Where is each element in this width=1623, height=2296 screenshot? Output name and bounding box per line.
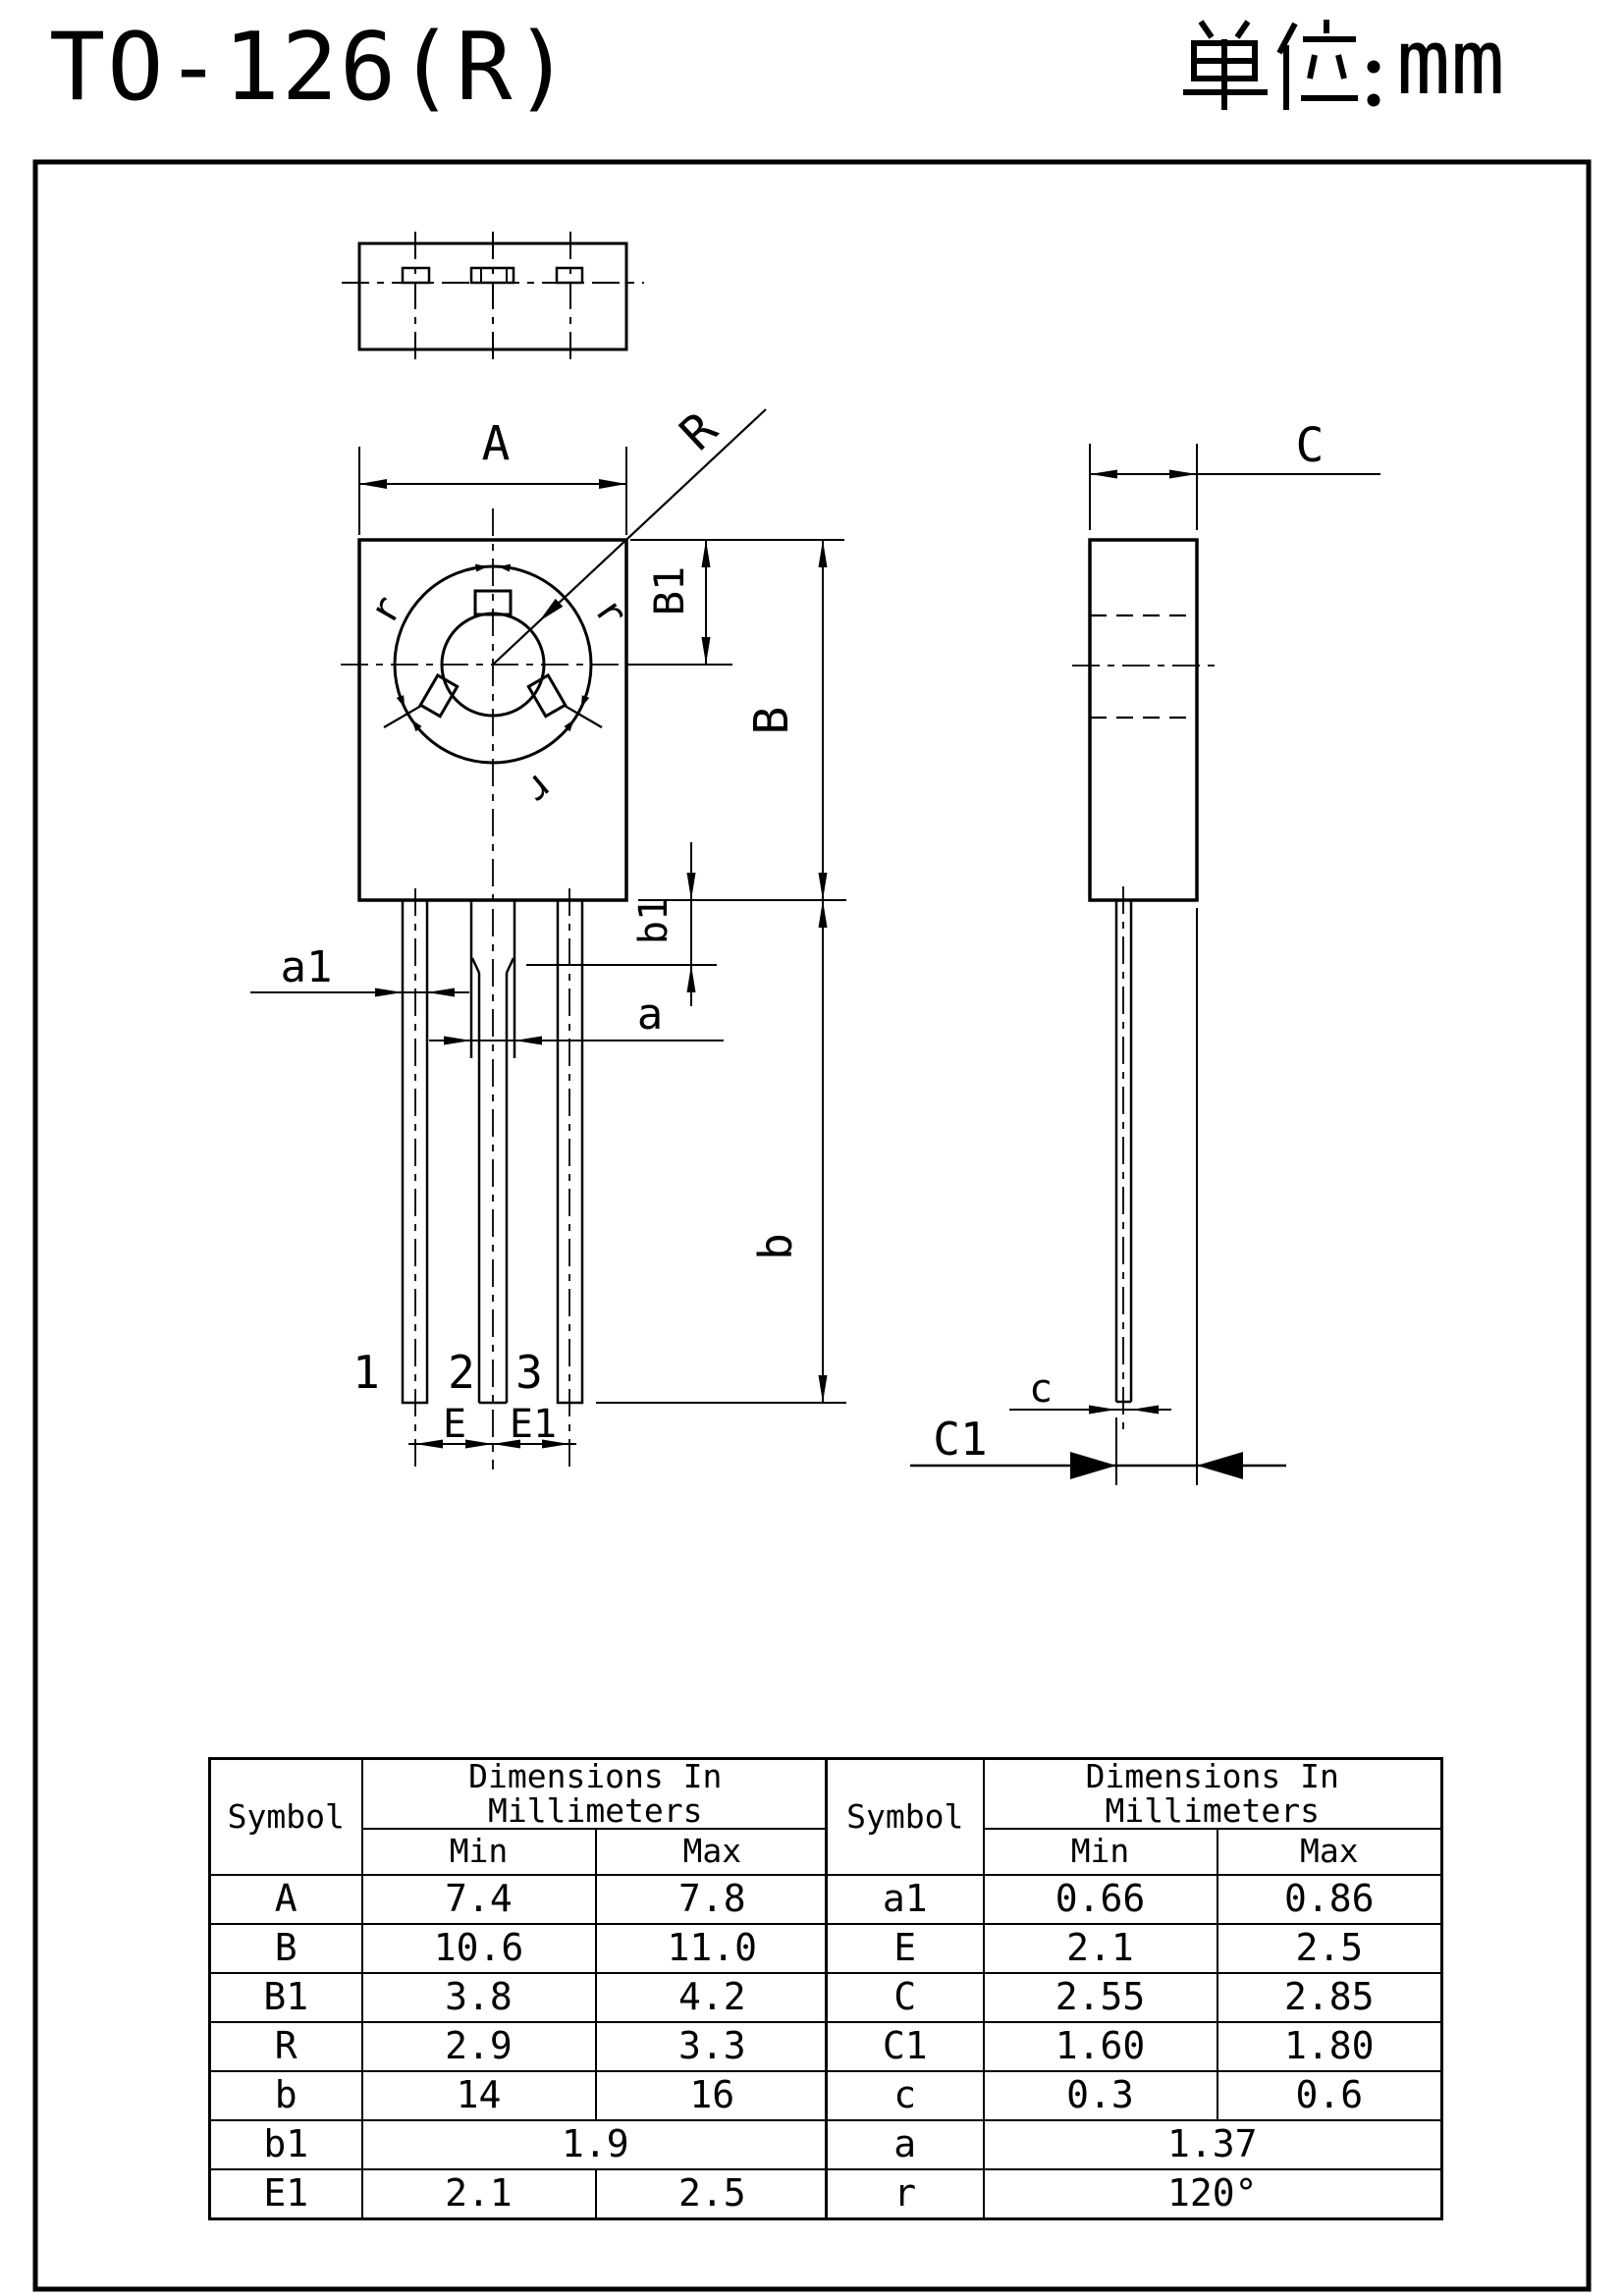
max-cell: 11.0 bbox=[596, 1924, 830, 1973]
hole-key-tab-left bbox=[420, 675, 457, 717]
dim-label-B: B bbox=[744, 706, 799, 735]
side-view-lead bbox=[1116, 886, 1131, 1431]
symbol-cell: C bbox=[827, 1973, 984, 2022]
units-mm: mm bbox=[1396, 10, 1505, 115]
table-row bbox=[827, 2120, 1442, 2169]
table-row bbox=[210, 1924, 830, 1973]
table-row bbox=[210, 2022, 830, 2071]
min-header-cell: Min bbox=[984, 1829, 1217, 1875]
table-row bbox=[210, 1973, 830, 2022]
table-row bbox=[827, 1973, 1442, 2022]
max-cell: 1.80 bbox=[1217, 2022, 1442, 2071]
table-header-row bbox=[210, 1759, 830, 1830]
dim-label-A: A bbox=[481, 416, 511, 471]
symbol-cell: E1 bbox=[210, 2169, 362, 2218]
value-cell: 1.9 bbox=[362, 2120, 830, 2169]
symbol-cell: A bbox=[210, 1875, 362, 1924]
dimension-a1 bbox=[250, 942, 469, 997]
dimension-c bbox=[1009, 1366, 1171, 1415]
dimension-C1 bbox=[910, 908, 1286, 1485]
dimension-table-right bbox=[825, 1757, 1443, 2220]
dim-label-R: R bbox=[669, 401, 729, 461]
symbol-cell: E bbox=[827, 1924, 984, 1973]
dimension-R bbox=[493, 401, 766, 665]
dims-header-cell: Dimensions In Millimeters bbox=[984, 1759, 1442, 1830]
max-cell: 3.3 bbox=[596, 2022, 830, 2071]
min-cell: 2.1 bbox=[984, 1924, 1217, 1973]
dimension-B1-B bbox=[628, 540, 846, 900]
table-row bbox=[210, 1875, 830, 1924]
table-row bbox=[827, 2169, 1442, 2218]
angle-label-r-right: r bbox=[585, 589, 636, 635]
value-cell: 120° bbox=[984, 2169, 1442, 2218]
max-header-cell: Max bbox=[1217, 1829, 1442, 1875]
table-row bbox=[827, 1924, 1442, 1973]
table-row bbox=[210, 2169, 830, 2218]
max-cell: 2.5 bbox=[596, 2169, 830, 2218]
symbol-cell: a bbox=[827, 2120, 984, 2169]
dimension-a bbox=[429, 989, 724, 1045]
table-row bbox=[210, 2120, 830, 2169]
symbol-cell: C1 bbox=[827, 2022, 984, 2071]
dimension-table-left bbox=[208, 1757, 831, 2220]
pin-number-1: 1 bbox=[352, 1346, 380, 1399]
front-view-leads bbox=[352, 888, 582, 1469]
dim-label-a: a bbox=[636, 989, 664, 1040]
dim-label-C1: C1 bbox=[933, 1413, 988, 1466]
table-row bbox=[827, 2071, 1442, 2120]
dimension-C bbox=[1090, 418, 1380, 530]
angle-label-r-bottom: r bbox=[515, 763, 564, 814]
dim-label-E1: E1 bbox=[509, 1402, 558, 1447]
front-view bbox=[341, 508, 730, 1469]
symbol-cell: c bbox=[827, 2071, 984, 2120]
dim-label-b: b bbox=[749, 1233, 802, 1260]
dim-label-E: E bbox=[442, 1402, 467, 1447]
top-view bbox=[342, 232, 644, 361]
min-cell: 14 bbox=[362, 2071, 596, 2120]
table-row bbox=[210, 2071, 830, 2120]
dimension-b bbox=[596, 900, 846, 1403]
max-cell: 2.5 bbox=[1217, 1924, 1442, 1973]
min-cell: 1.60 bbox=[984, 2022, 1217, 2071]
max-cell: 7.8 bbox=[596, 1875, 830, 1924]
dimension-b1 bbox=[526, 842, 717, 1006]
symbol-header-cell: Symbol bbox=[827, 1759, 984, 1876]
dim-label-a1: a1 bbox=[280, 942, 333, 992]
min-cell: 2.55 bbox=[984, 1973, 1217, 2022]
symbol-cell: B1 bbox=[210, 1973, 362, 2022]
max-cell: 0.6 bbox=[1217, 2071, 1442, 2120]
value-cell: 1.37 bbox=[984, 2120, 1442, 2169]
angle-label-r-left: r bbox=[360, 588, 412, 632]
dim-label-b1: b1 bbox=[631, 896, 676, 945]
symbol-header-cell: Symbol bbox=[210, 1759, 362, 1876]
min-cell: 10.6 bbox=[362, 1924, 596, 1973]
max-cell: 2.85 bbox=[1217, 1973, 1442, 2022]
max-cell: 0.86 bbox=[1217, 1875, 1442, 1924]
symbol-cell: r bbox=[827, 2169, 984, 2218]
dim-label-C: C bbox=[1295, 418, 1325, 473]
dim-label-B1: B1 bbox=[645, 565, 693, 616]
page-title: TO-126(R) bbox=[49, 14, 572, 122]
dim-label-c: c bbox=[1028, 1366, 1054, 1412]
pin-number-2: 2 bbox=[448, 1346, 475, 1399]
symbol-cell: R bbox=[210, 2022, 362, 2071]
min-cell: 2.9 bbox=[362, 2022, 596, 2071]
min-cell: 2.1 bbox=[362, 2169, 596, 2218]
side-view bbox=[1072, 540, 1216, 1431]
min-cell: 0.66 bbox=[984, 1875, 1217, 1924]
symbol-cell: B bbox=[210, 1924, 362, 1973]
max-cell: 4.2 bbox=[596, 1973, 830, 2022]
side-view-body bbox=[1090, 540, 1197, 900]
dims-header-cell: Dimensions In Millimeters bbox=[362, 1759, 830, 1830]
symbol-cell: b1 bbox=[210, 2120, 362, 2169]
hole-key-tab-right bbox=[528, 675, 565, 717]
min-header-cell: Min bbox=[362, 1829, 596, 1875]
table-header-row bbox=[827, 1759, 1442, 1830]
min-cell: 7.4 bbox=[362, 1875, 596, 1924]
min-cell: 3.8 bbox=[362, 1973, 596, 2022]
table-row bbox=[827, 2022, 1442, 2071]
symbol-cell: b bbox=[210, 2071, 362, 2120]
symbol-cell: a1 bbox=[827, 1875, 984, 1924]
max-cell: 16 bbox=[596, 2071, 830, 2120]
min-cell: 0.3 bbox=[984, 2071, 1217, 2120]
table-row bbox=[827, 1875, 1442, 1924]
max-header-cell: Max bbox=[596, 1829, 830, 1875]
pin-number-3: 3 bbox=[515, 1346, 543, 1399]
